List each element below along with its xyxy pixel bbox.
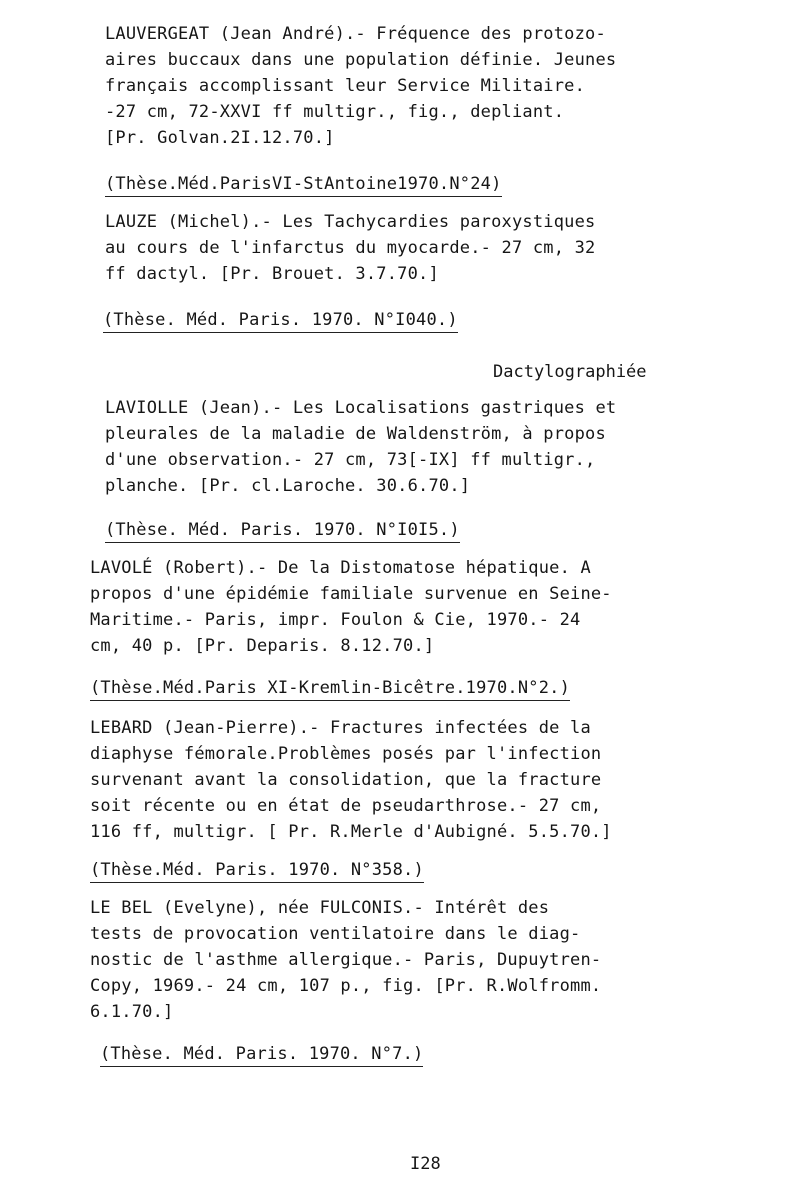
entry-3-note: Dactylographiée — [493, 362, 647, 382]
entry-1-line-1: LAUVERGEAT (Jean André).- Fréquence des protozo- — [105, 24, 606, 44]
entry-5-line-5: 116 ff, multigr. [ Pr. R.Merle d'Aubigné. 5.5.70.] — [90, 822, 612, 842]
entry-6-line-5: 6.1.70.] — [90, 1002, 174, 1022]
entry-2-line-3: ff dactyl. [Pr. Brouet. 3.7.70.] — [105, 264, 439, 284]
entry-6-line-3: nostic de l'asthme allergique.- Paris, Dupuytren- — [90, 950, 602, 970]
entry-1-line-4: -27 cm, 72-XXVI ff multigr., fig., depliant. — [105, 102, 565, 122]
entry-4-line-3: Maritime.- Paris, impr. Foulon & Cie, 1970.- 24 — [90, 610, 581, 630]
entry-5-reference: (Thèse.Méd. Paris. 1970. N°358.) — [90, 858, 424, 883]
entry-6-line-2: tests de provocation ventilatoire dans le diag- — [90, 924, 581, 944]
entry-6-line-4: Copy, 1969.- 24 cm, 107 p., fig. [Pr. R.Wolfromm. — [90, 976, 602, 996]
entry-1-line-3: français accomplissant leur Service Militaire. — [105, 76, 586, 96]
entry-3-line-2: pleurales de la maladie de Waldenström, à propos — [105, 424, 606, 444]
entry-5-line-4: soit récente ou en état de pseudarthrose.- 27 cm, — [90, 796, 602, 816]
entry-2-reference: (Thèse. Méd. Paris. 1970. N°I040.) — [103, 308, 458, 333]
page-number: I28 — [410, 1154, 441, 1174]
entry-3-reference: (Thèse. Méd. Paris. 1970. N°I0I5.) — [105, 518, 460, 543]
entry-2-line-2: au cours de l'infarctus du myocarde.- 27 cm, 32 — [105, 238, 596, 258]
entry-3-line-1: LAVIOLLE (Jean).- Les Localisations gastriques et — [105, 398, 617, 418]
entry-1-reference: (Thèse.Méd.ParisVI-StAntoine1970.N°24) — [105, 172, 502, 197]
entry-4-line-4: cm, 40 p. [Pr. Deparis. 8.12.70.] — [90, 636, 435, 656]
entry-4-line-2: propos d'une épidémie familiale survenue en Seine- — [90, 584, 612, 604]
entry-1-line-2: aires buccaux dans une population définie. Jeunes — [105, 50, 617, 70]
entry-4-reference: (Thèse.Méd.Paris XI-Kremlin-Bicêtre.1970.N°2.) — [90, 676, 570, 701]
entry-5-line-2: diaphyse fémorale.Problèmes posés par l'infection — [90, 744, 602, 764]
entry-6-reference: (Thèse. Méd. Paris. 1970. N°7.) — [100, 1042, 423, 1067]
entry-5-line-3: survenant avant la consolidation, que la fracture — [90, 770, 602, 790]
entry-4-line-1: LAVOLÉ (Robert).- De la Distomatose hépatique. A — [90, 558, 591, 578]
entry-2-line-1: LAUZE (Michel).- Les Tachycardies paroxystiques — [105, 212, 596, 232]
entry-6-line-1: LE BEL (Evelyne), née FULCONIS.- Intérêt des — [90, 898, 550, 918]
entry-3-line-3: d'une observation.- 27 cm, 73[-IX] ff multigr., — [105, 450, 596, 470]
entry-1-line-5: [Pr. Golvan.2I.12.70.] — [105, 128, 335, 148]
entry-5-line-1: LEBARD (Jean-Pierre).- Fractures infectées de la — [90, 718, 591, 738]
entry-3-line-4: planche. [Pr. cl.Laroche. 30.6.70.] — [105, 476, 471, 496]
